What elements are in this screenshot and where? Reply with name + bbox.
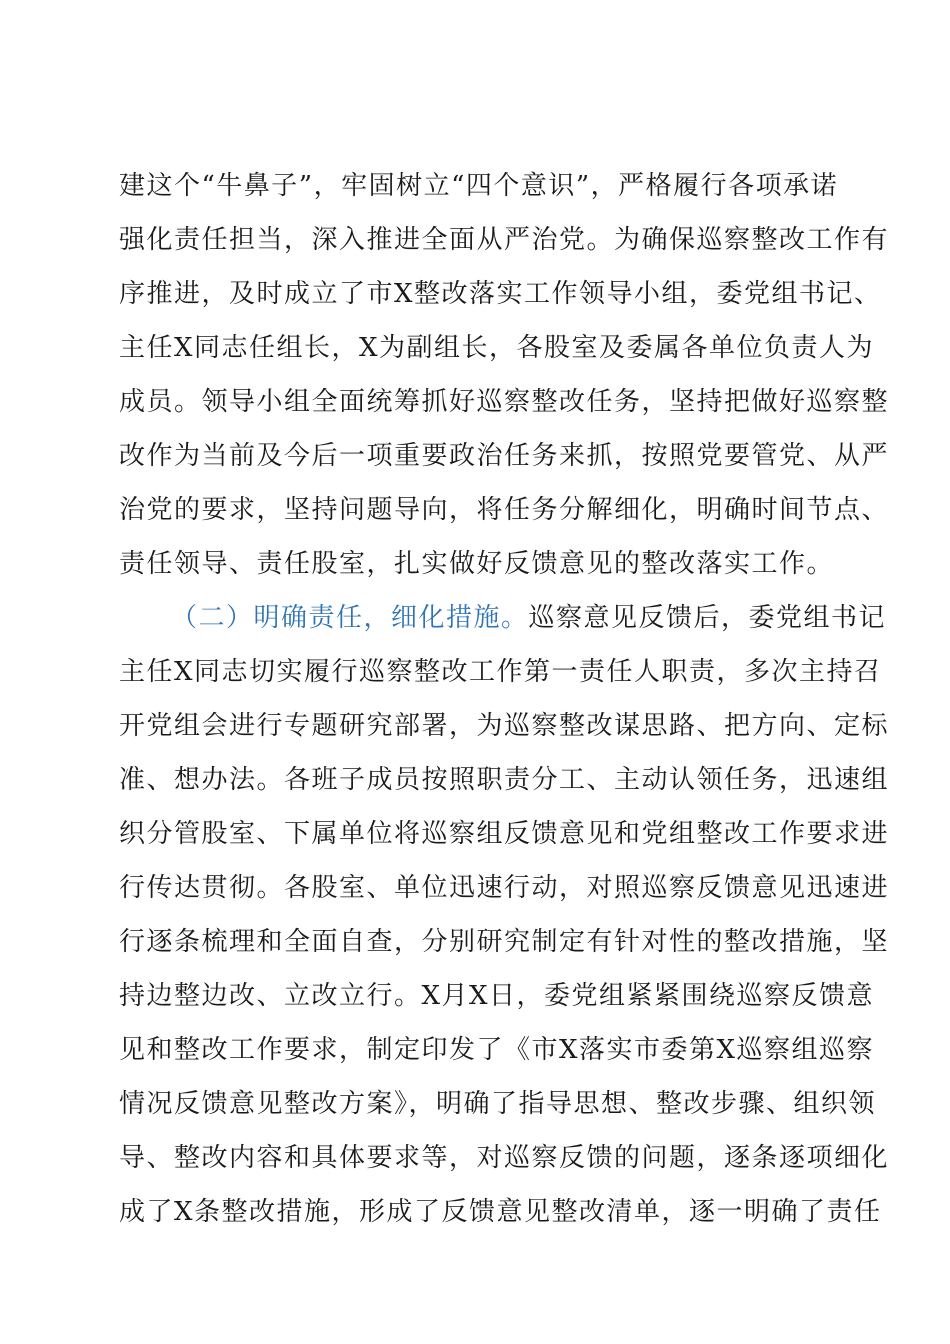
paragraph-2-line-12: 成了X条整改措施，形成了反馈意见整改清单，逐一明确了责任 [119, 1197, 882, 1227]
paragraph-1-line-8: 责任领导、责任股室，扎实做好反馈意见的整改落实工作。 [119, 549, 835, 579]
paragraph-2-line-11: 导、整改内容和具体要求等，对巡察反馈的问题，逐条逐项细化 [119, 1143, 890, 1173]
paragraph-2-line-3: 开党组会进行专题研究部署，为巡察整改谋思路、把方向、定标 [119, 711, 890, 741]
paragraph-2-line-2: 主任X同志切实履行巡察整改工作第一责任人职责，多次主持召 [119, 657, 882, 687]
paragraph-2-first-line-text: 巡察意见反馈后，委党组书记 [528, 603, 887, 633]
paragraph-1-line-1: 建这个“牛鼻子”，牢固树立“四个意识”，严格履行各项承诺 [119, 171, 839, 201]
paragraph-2-line-6: 行传达贯彻。各股室、单位迅速行动，对照巡察反馈意见迅速进 [119, 873, 890, 903]
paragraph-2-line-4: 准、想办法。各班子成员按照职责分工、主动认领任务，迅速组 [119, 765, 890, 795]
paragraph-2-line-5: 织分管股室、下属单位将巡察组反馈意见和党组整改工作要求进 [119, 819, 890, 849]
paragraph-1-line-6: 改作为当前及今后一项重要政治任务来抓，按照党要管党、从严 [119, 441, 890, 471]
paragraph-1-line-5: 成员。领导小组全面统筹抓好巡察整改任务，坚持把做好巡察整 [119, 387, 890, 417]
paragraph-1-line-2: 强化责任担当，深入推进全面从严治党。为确保巡察整改工作有 [119, 225, 890, 255]
paragraph-2-line-9: 见和整改工作要求，制定印发了《市X落实市委第X巡察组巡察 [119, 1035, 875, 1065]
paragraph-2-first-line [171, 598, 887, 638]
paragraph-2-line-7: 行逐条梳理和全面自查，分别研究制定有针对性的整改措施，坚 [119, 927, 890, 957]
paragraph-2-line-8: 持边整边改、立改立行。X月X日，委党组紧紧围绕巡察反馈意 [119, 981, 875, 1011]
paragraph-1-line-3: 序推进，及时成立了市X整改落实工作领导小组，委党组书记、 [119, 279, 882, 309]
paragraph-2-line-10: 情况反馈意见整改方案》，明确了指导思想、整改步骤、组织领 [119, 1089, 877, 1119]
section-heading: （二）明确责任，细化措施。 [171, 603, 529, 633]
paragraph-1-line-7: 治党的要求，坚持问题导向，将任务分解细化，明确时间节点、 [119, 495, 890, 525]
paragraph-1-line-4: 主任X同志任组长，X为副组长，各股室及委属各单位负责人为 [119, 333, 875, 363]
